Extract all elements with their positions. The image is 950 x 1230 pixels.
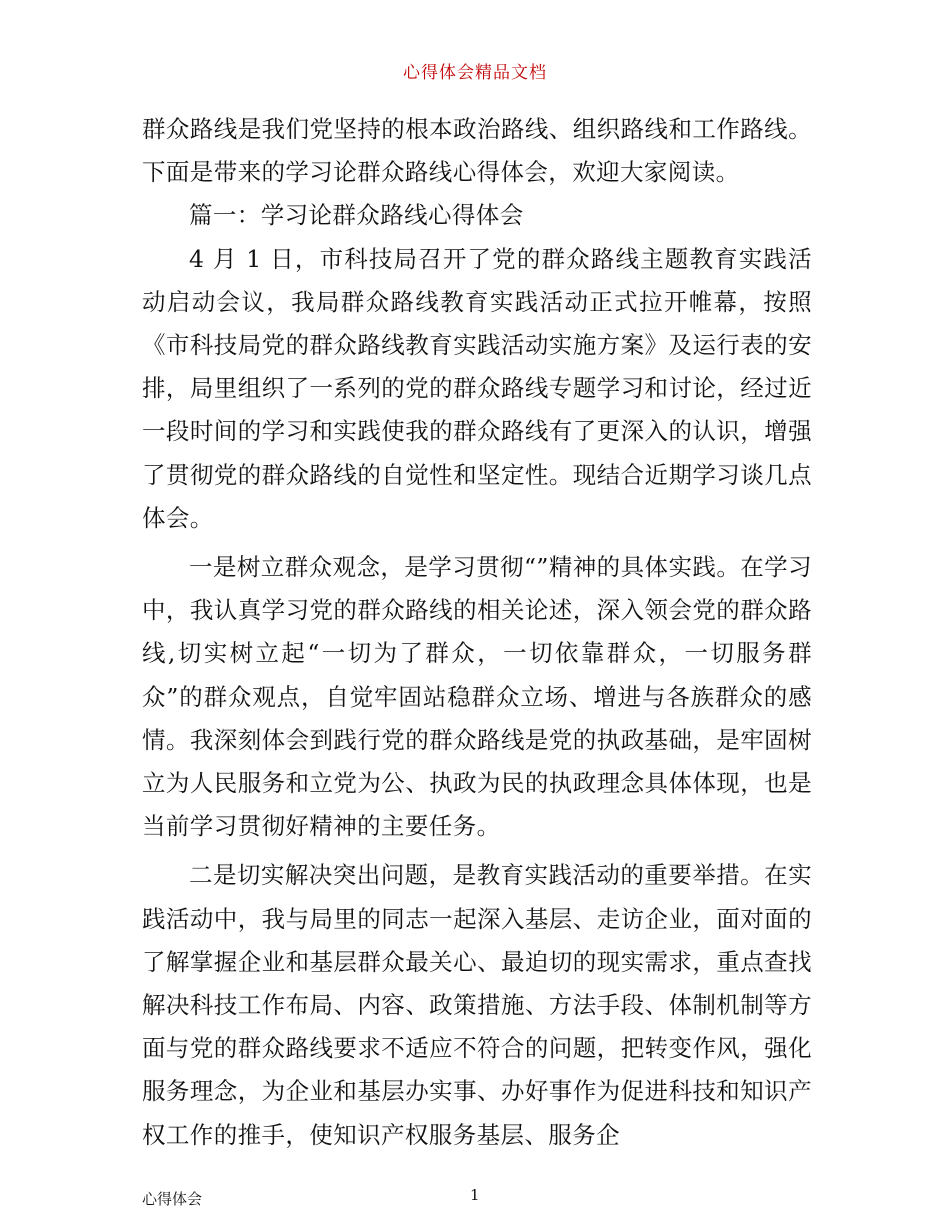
- section-heading: 篇一：学习论群众路线心得体会: [189, 201, 524, 230]
- footer-label: 心得体会: [142, 1190, 203, 1208]
- paragraph-3: 二是切实解决突出问题，是教育实践活动的重要举措。在实践活动中，我与局里的同志一起深入基层、走访企业，面对面的了解掌握企业和基层群众最关心、最迫切的现实需求，重点查找解决科技工作布局、内容、政策措施、方法手段、体制机制等方面与党的群众路线要求不适应不符合的问题，把转变作风，强化服务理念，为企业和基层办实事、办好事作为促进科技和知识产权工作的推手，使知识产权服务基层、服务企: [142, 861, 812, 1149]
- paragraph-2: 一是树立群众观念，是学习贯彻“”精神的具体实践。在学习中，我认真学习党的群众路线的相关论述，深入领会党的群众路线,切实树立起“一切为了群众，一切依靠群众，一切服务群众”的群众观点，自觉牢固站稳群众立场、增进与各族群众的感情。我深刻体会到践行党的群众路线是党的执政基础，是牢固树立为人民服务和立党为公、执政为民的执政理念具体体现，也是当前学习贯彻好精神的主要任务。: [142, 553, 812, 841]
- page-header-title: 心得体会精品文档: [403, 63, 547, 83]
- page-number: 1: [470, 1186, 480, 1204]
- paragraph-intro: 群众路线是我们党坚持的根本政治路线、组织路线和工作路线。下面是带来的学习论群众路线心得体会，欢迎大家阅读。: [142, 115, 812, 187]
- paragraph-1: 4 月 1 日，市科技局召开了党的群众路线主题教育实践活动启动会议，我局群众路线教育实践活动正式拉开帷幕，按照《市科技局党的群众路线教育实践活动实施方案》及运行表的安排，局里组织了一系列的党的群众路线专题学习和讨论，经过近一段时间的学习和实践使我的群众路线有了更深入的认识，增强了贯彻党的群众路线的自觉性和坚定性。现结合近期学习谈几点体会。: [142, 244, 812, 532]
- document-body: [142, 108, 812, 1157]
